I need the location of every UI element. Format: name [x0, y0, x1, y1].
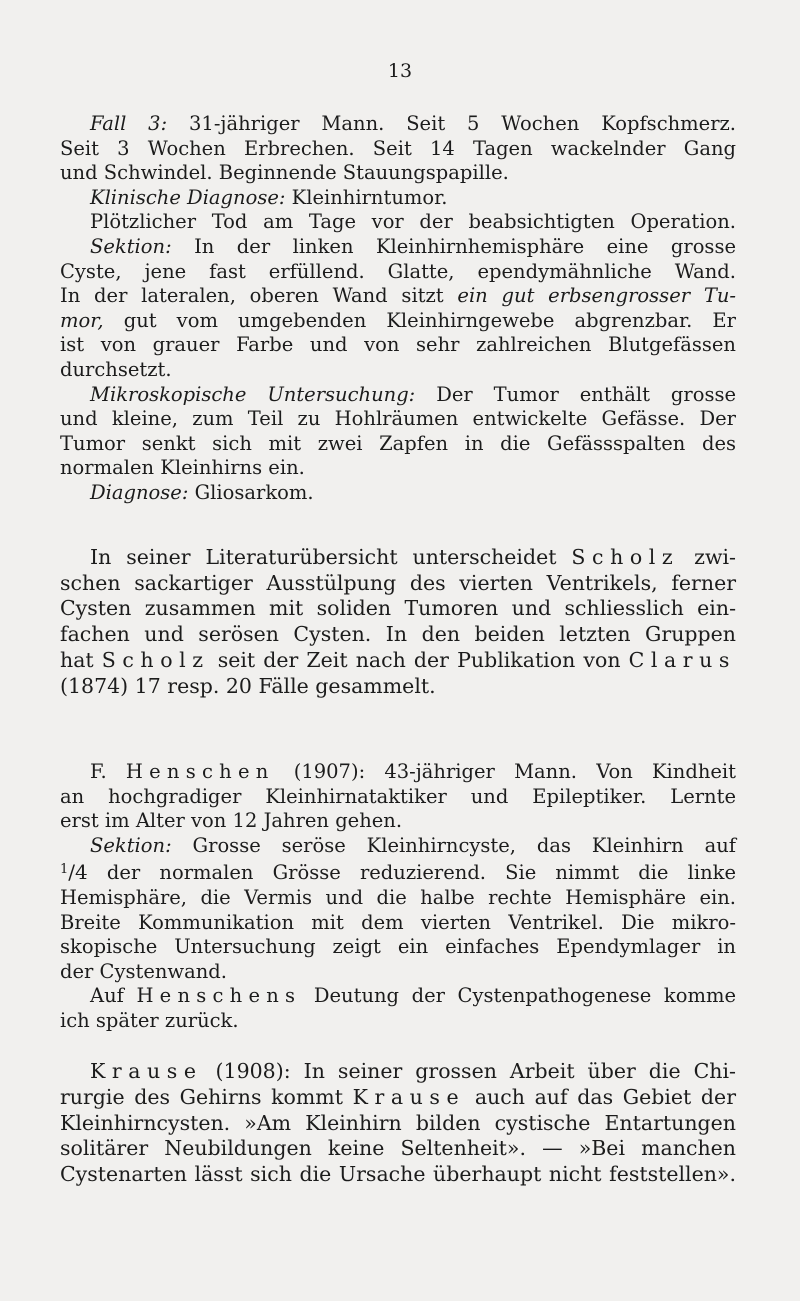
- text-line: Tumor senkt sich mit zwei Zapfen in die Gefässspalten des: [60, 431, 736, 455]
- text-line: [60, 1059, 736, 1085]
- fraction-numerator: 1: [60, 862, 69, 878]
- text-span: Deutung der Cystenpathogenese komme: [301, 984, 736, 1008]
- text-span: auch auf das Gebiet der: [465, 1084, 736, 1109]
- text-line: Hemisphäre, die Vermis und die halbe rechte Hemisphäre ein.: [60, 885, 736, 909]
- author-name: Henschens: [136, 984, 302, 1008]
- text-span: gut vom umgebenden Kleinhirngewebe abgrenzbar. Er: [103, 308, 736, 332]
- henschen-paragraph: [60, 760, 736, 1034]
- author-name: Krause: [90, 1059, 203, 1083]
- text-line: fachen und serösen Cysten. In den beiden letzten Gruppen: [60, 622, 736, 647]
- text-line: Breite Kommunikation mit dem vierten Ventrikel. Die mikro-: [60, 910, 736, 934]
- text-line: Cyste, jene fast erfüllend. Glatte, ependymähnliche Wand.: [60, 259, 736, 283]
- text-line: ist von grauer Farbe und von sehr zahlreichen Blutgefässen: [60, 333, 736, 357]
- text-span: seit der Zeit nach der Publikation von: [209, 647, 629, 672]
- text-line: [60, 984, 736, 1009]
- text-line: durchsetzt.: [60, 357, 172, 381]
- text-span: (1907): 43-jähriger Mann. Von Kindheit: [274, 760, 736, 783]
- text-span: zwi-: [679, 545, 736, 569]
- text-span: In der lateralen, oberen Wand sitzt: [60, 284, 458, 308]
- text-line: schen sackartiger Ausstülpung des vierten Ventrikels, ferner: [60, 570, 736, 595]
- italic-span: ein gut erbsengrosser Tu-: [457, 284, 736, 308]
- text-span: der normalen Grösse reduzierend. Sie nimmt die linke: [87, 861, 736, 885]
- text-line: und Schwindel. Beginnende Stauungspapille.: [60, 161, 509, 185]
- text-line: [60, 383, 736, 408]
- text-line: (1874) 17 resp. 20 Fälle gesammelt.: [60, 673, 436, 698]
- author-name: Scholz: [571, 545, 680, 569]
- text-line: [60, 834, 736, 859]
- text-span: hat: [60, 647, 102, 672]
- microscopy-label: Mikroskopische Untersuchung:: [90, 382, 416, 406]
- text-line: [60, 545, 736, 571]
- text-line: Kleinhirncysten. »Am Kleinhirn bilden cystische Entartungen: [60, 1110, 736, 1135]
- text-line: skopische Untersuchung zeigt ein einfaches Ependymlager in: [60, 935, 736, 959]
- text-line: erst im Alter von 12 Jahren gehen.: [60, 809, 403, 833]
- text-span: Der Tumor enthält grosse: [415, 382, 737, 406]
- text-span: In seiner Literaturübersicht unterscheidet: [90, 545, 572, 569]
- text-line: [60, 1085, 736, 1111]
- italic-span: mor,: [60, 308, 104, 332]
- text-line: [60, 186, 736, 211]
- author-name: Scholz: [101, 647, 210, 672]
- text-line: [60, 760, 736, 785]
- text-line: [60, 112, 736, 137]
- case-3-paragraph: [60, 112, 736, 506]
- section-label: Sektion:: [90, 234, 172, 258]
- text-line: solitärer Neubildungen keine Seltenheit». — »Bei manchen: [60, 1136, 736, 1161]
- text-line: normalen Kleinhirns ein.: [60, 456, 305, 480]
- fraction: [60, 860, 88, 884]
- fraction-denominator: /4: [68, 860, 88, 885]
- text-span: 31-jähriger Mann. Seit 5 Wochen Kopfschmerz.: [167, 112, 736, 135]
- krause-paragraph: [60, 1059, 736, 1188]
- text-line: [60, 284, 736, 309]
- text-span: Grosse seröse Kleinhirncyste, das Kleinhirn auf: [171, 833, 736, 857]
- diagnosis-label: Diagnose:: [90, 480, 189, 504]
- text-line: an hochgradiger Kleinhirnataktiker und Epileptiker. Lernte: [60, 784, 736, 808]
- text-line: Cysten zusammen mit soliden Tumoren und schliesslich ein-: [60, 596, 736, 621]
- text-line: ich später zurück.: [60, 1008, 239, 1032]
- text-line: [60, 648, 736, 674]
- text-line: Plötzlicher Tod am Tage vor der beabsichtigten Operation.: [90, 210, 736, 234]
- text-span: Kleinhirntumor.: [285, 185, 448, 209]
- text-span: In der linken Kleinhirnhemisphäre eine grosse: [171, 234, 736, 258]
- text-line: [60, 858, 736, 886]
- text-line: [60, 235, 736, 260]
- case-label: Fall 3:: [90, 112, 168, 135]
- text-span: F.: [90, 760, 126, 783]
- text-line: Cystenarten lässt sich die Ursache überhaupt nicht feststellen».: [60, 1162, 736, 1187]
- text-line: [60, 481, 736, 506]
- text-line: Seit 3 Wochen Erbrechen. Seit 14 Tagen wackelnder Gang: [60, 136, 736, 160]
- text-span: Gliosarkom.: [188, 480, 314, 504]
- text-span: Auf: [90, 984, 137, 1008]
- text-line: und kleine, zum Teil zu Hohlräumen entwickelte Gefässe. Der: [60, 407, 736, 431]
- author-name: Krause: [352, 1084, 466, 1109]
- page-number: 13: [387, 60, 413, 82]
- author-name: Henschen: [125, 760, 275, 783]
- scholz-paragraph: [60, 545, 736, 699]
- text-span: rurgie des Gehirns kommt: [60, 1084, 353, 1109]
- text-line: der Cystenwand.: [60, 959, 227, 983]
- text-span: (1908): In seiner grossen Arbeit über die Chi-: [202, 1059, 736, 1083]
- clinical-diagnosis-label: Klinische Diagnose:: [90, 185, 286, 209]
- text-line: [60, 309, 736, 334]
- section-label: Sektion:: [90, 833, 172, 857]
- author-name: Clarus: [628, 647, 736, 672]
